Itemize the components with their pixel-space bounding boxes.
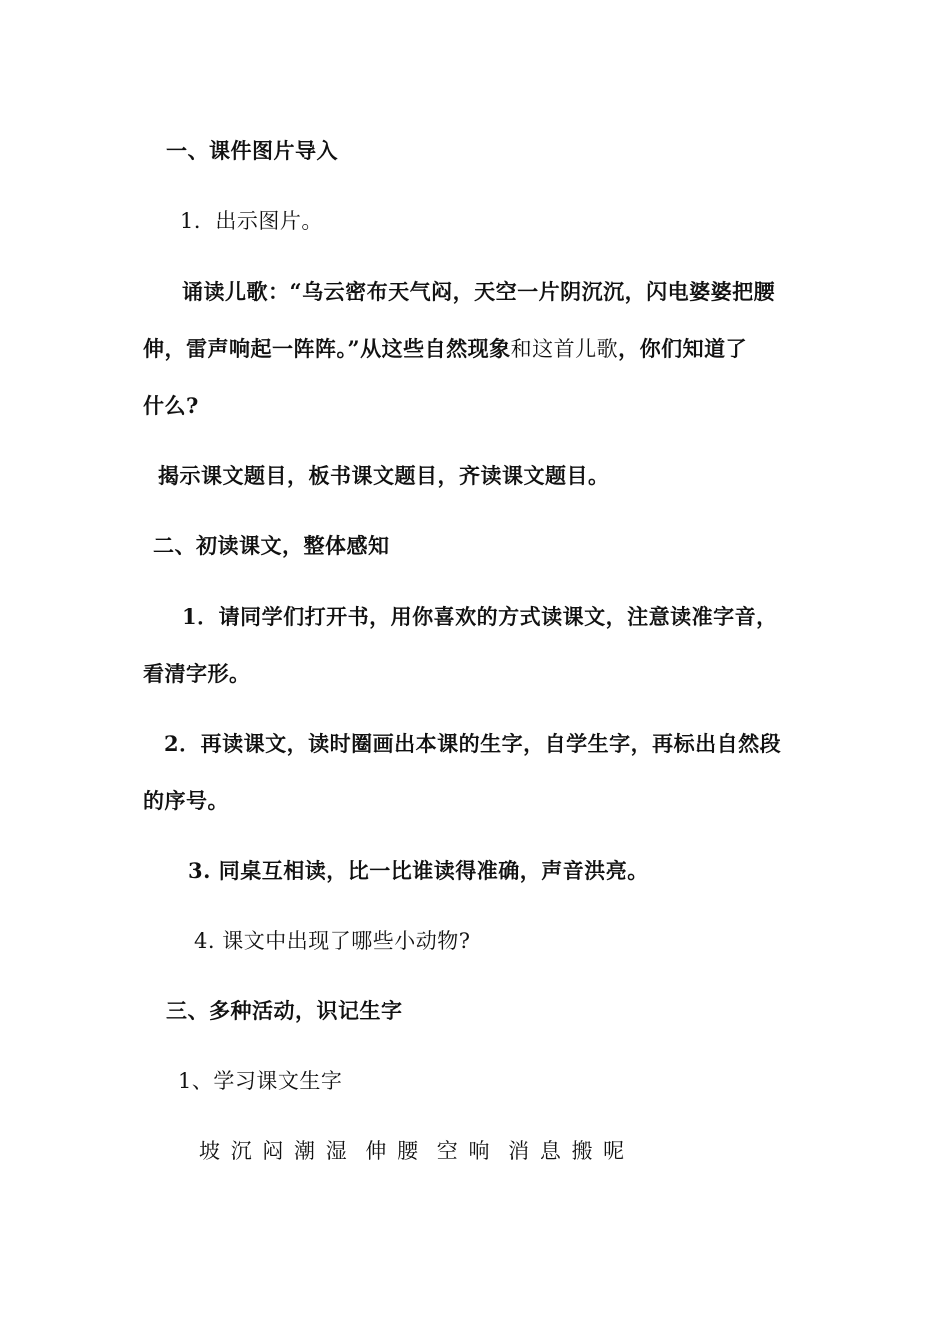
section2-item3: 3. 同桌互相读，比一比谁读得准确，声音洪亮。 [188, 858, 649, 883]
section1-heading-part-a: 一、课件图片 [166, 138, 295, 163]
section2-heading: 二、初读课文，整体感知 [153, 533, 390, 558]
section1-heading [166, 137, 338, 165]
section1-poem-line3: 什么? [143, 393, 199, 418]
section2-item1-line1: 1．请同学们打开书，用你喜欢的方式读课文，注意读准字音， [182, 604, 778, 629]
section3-heading: 三、多种活动，识记生字 [166, 998, 403, 1023]
section1-poem-line1: 诵读儿歌：“乌云密布天气闷，天空一片阴沉沉，闪电婆婆把腰 [182, 279, 776, 304]
char-group-4: 消 息 搬 呢 [508, 1139, 627, 1163]
section2-item2-line1: 2．再读课文，读时圈画出本课的生字，自学生字，再标出自然段 [164, 731, 782, 756]
section1-poem-line2 [143, 335, 747, 363]
poem-line2-part-b: 和这首儿歌 [510, 337, 619, 361]
section2-item1-line2: 看清字形。 [143, 661, 251, 686]
poem-line2-part-a: 伸，雷声响起一阵阵。”从这些自然现象 [143, 336, 511, 361]
section1-heading-part-b: 导入 [295, 138, 338, 163]
section3-item1: 1、学习课文生字 [178, 1069, 343, 1093]
section1-reveal-title: 揭示课文题目，板书课文题目，齐读课文题目。 [158, 463, 610, 488]
section2-item4: 4. 课文中出现了哪些小动物? [194, 929, 471, 953]
char-group-1: 坡 沉 闷 潮 湿 [199, 1139, 349, 1163]
section1-item1: 1．出示图片。 [180, 209, 323, 233]
poem-line2-part-c: ，你们知道了 [618, 336, 748, 361]
section2-item2-line2: 的序号。 [143, 788, 229, 813]
char-group-2: 伸 腰 [365, 1139, 421, 1163]
section3-character-list [199, 1137, 626, 1165]
char-group-3: 空 响 [436, 1139, 492, 1163]
